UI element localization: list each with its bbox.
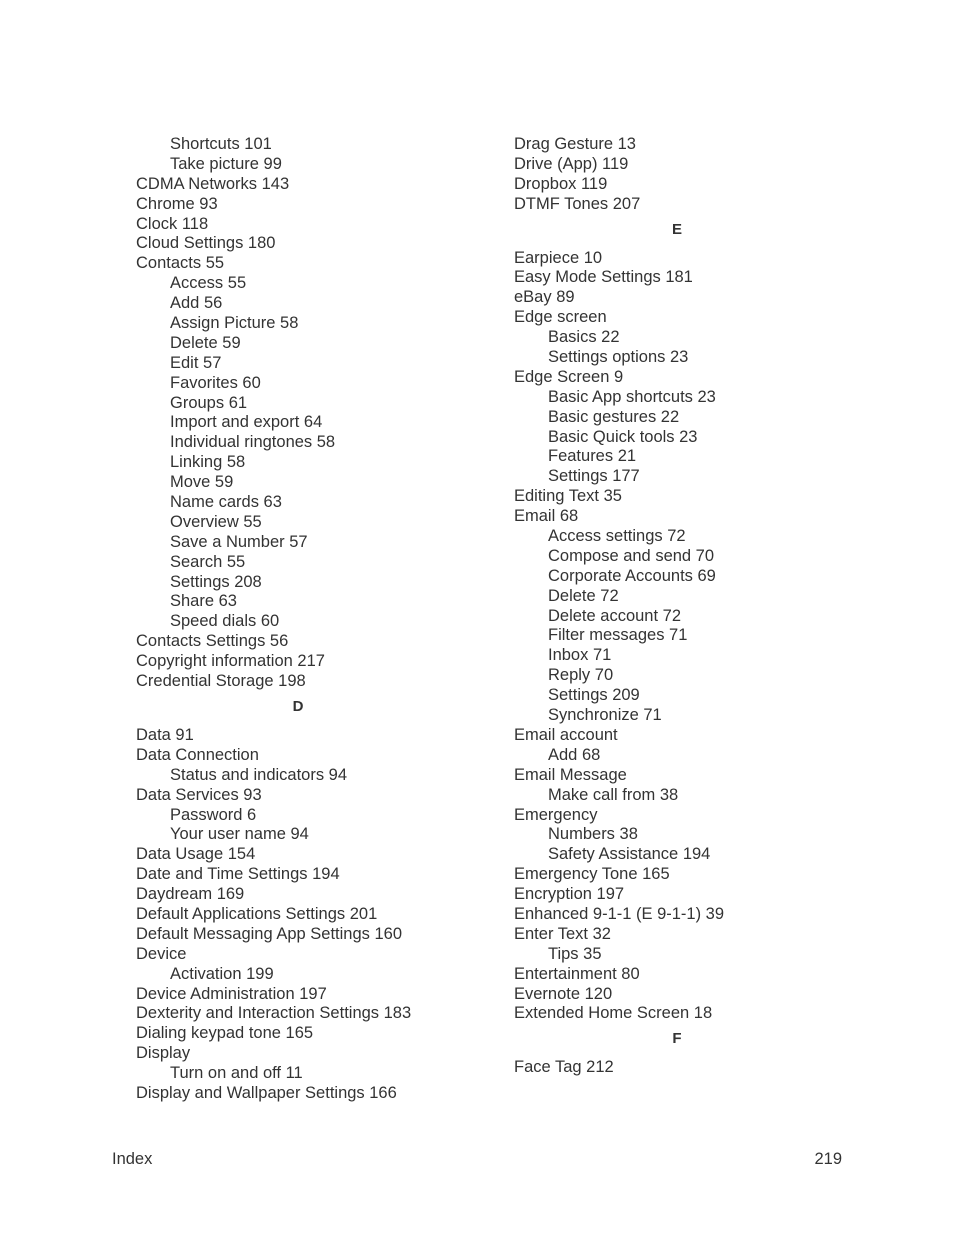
index-subentry: Delete 72 <box>548 586 619 605</box>
index-subentry: Activation 199 <box>170 964 274 983</box>
index-subentry: Edit 57 <box>170 353 222 372</box>
index-entry: Editing Text 35 <box>514 487 622 506</box>
index-entry: Display <box>136 1044 191 1063</box>
index-subentry: Settings 177 <box>548 467 640 486</box>
index-subentry: Overview 55 <box>170 512 262 531</box>
index-entry: Email 68 <box>514 507 579 526</box>
index-subentry: Access settings 72 <box>548 527 686 546</box>
index-entry: Edge screen <box>514 308 607 327</box>
index-subentry: Safety Assistance 194 <box>548 845 711 864</box>
index-entry: Credential Storage 198 <box>136 672 306 691</box>
index-subentry: Shortcuts 101 <box>170 135 272 153</box>
index-entry: Copyright information 217 <box>136 652 325 671</box>
index-subentry: Password 6 <box>170 805 257 824</box>
index-column-right <box>514 135 854 1078</box>
index-subentry: Add 68 <box>548 745 601 764</box>
index-subentry: Your user name 94 <box>170 825 309 844</box>
footer-section-label: Index <box>112 1150 153 1168</box>
index-subentry: Linking 58 <box>170 453 246 472</box>
index-entry: Device <box>136 944 187 963</box>
index-subentry: Make call from 38 <box>548 785 679 804</box>
index-entry: Enhanced 9-1-1 (E 9-1-1) 39 <box>514 904 725 923</box>
index-subentry: Reply 70 <box>548 666 614 685</box>
index-entry: Contacts 55 <box>136 254 225 273</box>
index-subentry: Basic gestures 22 <box>548 407 680 426</box>
index-entry: Data Usage 154 <box>136 845 256 864</box>
index-letter-heading: E <box>671 220 682 238</box>
index-entry: Default Applications Settings 201 <box>136 904 378 923</box>
index-entry: Chrome 93 <box>136 194 218 213</box>
index-entry: Data Connection <box>136 745 259 764</box>
index-subentry: Delete account 72 <box>548 606 682 625</box>
index-subentry: Delete 59 <box>170 333 241 352</box>
index-entry: Display and Wallpaper Settings 166 <box>136 1083 397 1102</box>
index-entry: Default Messaging App Settings 160 <box>136 924 403 943</box>
index-subentry: Basics 22 <box>548 328 620 347</box>
index-entry: Easy Mode Settings 181 <box>514 268 693 287</box>
index-subentry: Favorites 60 <box>170 373 261 392</box>
index-entry: Device Administration 197 <box>136 984 327 1003</box>
index-entry: Face Tag 212 <box>514 1058 614 1077</box>
index-subentry: Filter messages 71 <box>548 626 688 645</box>
footer-page-number: 219 <box>814 1150 842 1168</box>
index-subentry: Import and export 64 <box>170 413 323 432</box>
index-entry: Data 91 <box>136 725 194 744</box>
index-subentry: Compose and send 70 <box>548 546 715 565</box>
index-entry: Extended Home Screen 18 <box>514 1004 713 1023</box>
index-subentry: Share 63 <box>170 592 237 611</box>
index-subentry: Synchronize 71 <box>548 706 662 725</box>
index-subentry: Corporate Accounts 69 <box>548 566 716 585</box>
index-letter-heading: F <box>672 1030 682 1048</box>
index-entry: Data Services 93 <box>136 785 262 804</box>
index-subentry: Move 59 <box>170 473 234 492</box>
index-subentry: Assign Picture 58 <box>170 314 299 333</box>
index-entry: Dexterity and Interaction Settings 183 <box>136 1004 412 1023</box>
index-entry: Dialing keypad tone 165 <box>136 1024 314 1043</box>
index-entry: Entertainment 80 <box>514 964 640 983</box>
index-subentry: Name cards 63 <box>170 493 282 512</box>
index-entry: DTMF Tones 207 <box>514 194 641 213</box>
index-subentry: Features 21 <box>548 447 637 466</box>
index-entry: Email account <box>514 725 618 744</box>
index-subentry: Inbox 71 <box>548 646 612 665</box>
index-entry: Drag Gesture 13 <box>514 135 636 153</box>
index-entry: Dropbox 119 <box>514 174 608 193</box>
index-entry: Drive (App) 119 <box>514 154 629 173</box>
index-entry: Clock 118 <box>136 214 209 233</box>
index-entry: Encryption 197 <box>514 885 625 904</box>
index-subentry: Basic App shortcuts 23 <box>548 387 716 406</box>
index-subentry: Status and indicators 94 <box>170 765 348 784</box>
index-letter-heading: D <box>292 697 304 715</box>
index-entry: CDMA Networks 143 <box>136 174 290 193</box>
index-subentry: Settings 208 <box>170 572 262 591</box>
index-subentry: Take picture 99 <box>170 154 282 173</box>
index-subentry: Individual ringtones 58 <box>170 433 336 452</box>
index-entry: eBay 89 <box>514 288 575 307</box>
index-column-left <box>136 135 486 1104</box>
index-subentry: Save a Number 57 <box>170 532 308 551</box>
index-entry: Daydream 169 <box>136 885 245 904</box>
index-subentry: Numbers 38 <box>548 825 638 844</box>
index-entry: Date and Time Settings 194 <box>136 865 340 884</box>
index-subentry: Tips 35 <box>548 944 602 963</box>
index-subentry: Search 55 <box>170 552 246 571</box>
index-entry: Earpiece 10 <box>514 248 603 267</box>
index-subentry: Groups 61 <box>170 393 248 412</box>
index-subentry: Basic Quick tools 23 <box>548 427 698 446</box>
index-subentry: Settings options 23 <box>548 348 689 367</box>
index-entry: Enter Text 32 <box>514 924 611 943</box>
index-entry: Emergency Tone 165 <box>514 865 670 884</box>
index-subentry: Access 55 <box>170 274 247 293</box>
index-subentry: Add 56 <box>170 294 223 313</box>
index-subentry: Settings 209 <box>548 686 640 705</box>
index-entry: Email Message <box>514 765 627 784</box>
index-entry: Edge Screen 9 <box>514 367 624 386</box>
index-entry: Cloud Settings 180 <box>136 234 276 253</box>
index-subentry: Turn on and off 11 <box>170 1064 303 1083</box>
index-entry: Emergency <box>514 805 598 824</box>
index-entry: Contacts Settings 56 <box>136 632 289 651</box>
index-subentry: Speed dials 60 <box>170 612 280 631</box>
index-entry: Evernote 120 <box>514 984 613 1003</box>
